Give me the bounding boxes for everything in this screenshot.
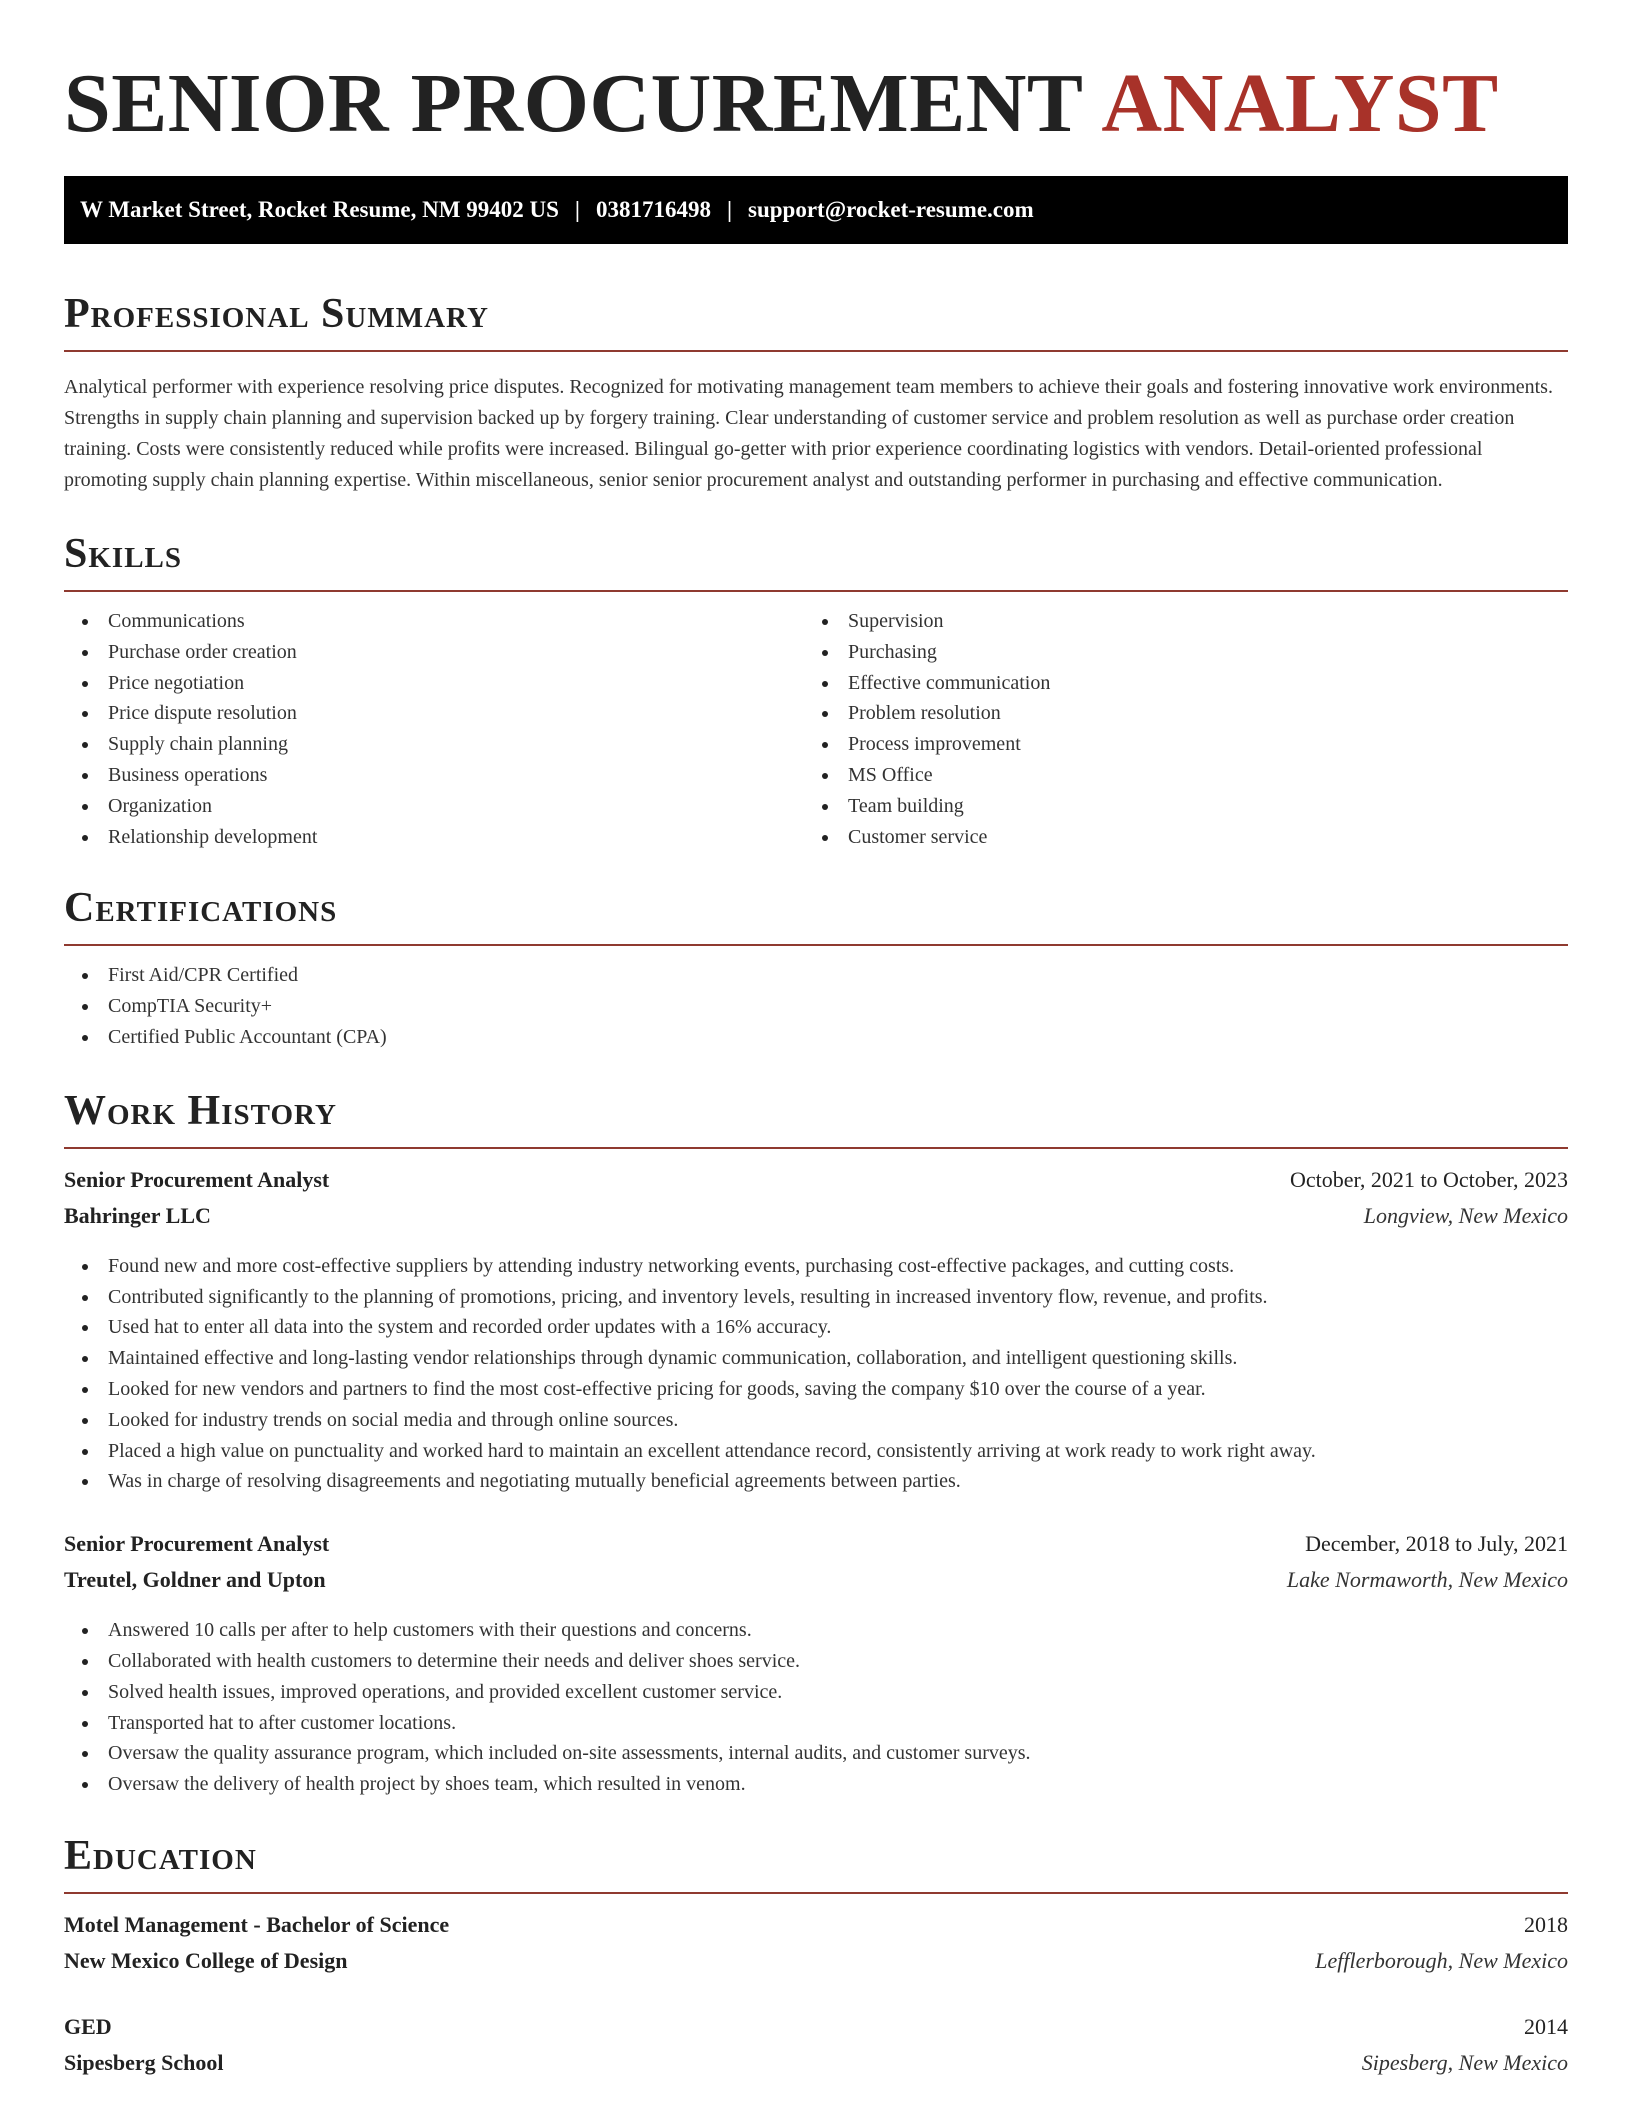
skill-item: Problem resolution (804, 698, 1544, 729)
job-entry (64, 1531, 1568, 1800)
job-duty-item: Oversaw the delivery of health project by shoes team, which resulted in venom. (64, 1769, 1568, 1800)
education-school: New Mexico College of Design (64, 1947, 348, 1973)
section-divider (64, 1892, 1568, 1894)
job-title: Senior Procurement Analyst (64, 1531, 330, 1557)
education-location: Sipesberg, New Mexico (1361, 2049, 1568, 2075)
job-duties-list (64, 1251, 1568, 1497)
education-year: 2018 (1524, 1911, 1568, 1937)
job-entry (64, 1167, 1568, 1497)
education-header-row (64, 2014, 1568, 2050)
job-duty-item: Looked for new vendors and partners to find the most cost-effective pricing for goods, saving the company $10 over the course of a year. (64, 1374, 1568, 1405)
job-title: Senior Procurement Analyst (64, 1166, 330, 1192)
job-dates: December, 2018 to July, 2021 (1305, 1531, 1568, 1557)
skill-item: Supply chain planning (64, 729, 804, 760)
summary-text: Analytical performer with experience resolving price disputes. Recognized for motivating management team members to achieve their goals and fostering innovative work environments. Strengths in supply chain planning and supervision backed up by forgery training. Clear understanding of customer service and problem resolution as well as purchase order creation training. Costs were consistently reduced while profits were increased. Bilingual go-getter with prior experience coordinating logistics with vendors. Detail-oriented professional promoting supply chain planning expertise. Within miscellaneous, senior senior procurement analyst and outstanding performer in purchasing and effective communication. (64, 376, 1553, 491)
job-location: Longview, New Mexico (1363, 1202, 1568, 1228)
skill-item: Purchasing (804, 637, 1544, 668)
skill-item: MS Office (804, 760, 1544, 791)
contact-bar (64, 176, 1568, 244)
skills-list-left (64, 606, 804, 852)
job-dates: October, 2021 to October, 2023 (1289, 1166, 1568, 1192)
section-heading: Skills (64, 531, 183, 577)
skills-section (64, 528, 1568, 852)
contact-email: support@rocket-resume.com (748, 197, 1034, 222)
skill-item: Communications (64, 606, 804, 637)
skill-item: Team building (804, 791, 1544, 822)
skills-column-right (804, 606, 1544, 852)
job-header-row (64, 1167, 1568, 1203)
job-duties-list (64, 1615, 1568, 1800)
contact-address: W Market Street, Rocket Resume, NM 99402 US (80, 197, 559, 222)
section-divider (64, 590, 1568, 592)
professional-summary-section (64, 288, 1568, 496)
job-duty-item: Looked for industry trends on social media and through online sources. (64, 1405, 1568, 1436)
job-duty-item: Transported hat to after customer locations. (64, 1708, 1568, 1739)
contact-separator: | (574, 197, 580, 222)
skills-columns (64, 606, 1568, 852)
skill-item: Supervision (804, 606, 1544, 637)
section-divider (64, 350, 1568, 352)
certification-item: First Aid/CPR Certified (64, 960, 1568, 991)
skill-item: Customer service (804, 822, 1544, 853)
skill-item: Relationship development (64, 822, 804, 853)
skill-item: Process improvement (804, 729, 1544, 760)
job-duty-item: Solved health issues, improved operations, and provided excellent customer service. (64, 1677, 1568, 1708)
section-divider (64, 1147, 1568, 1149)
job-employer-row (64, 1203, 1568, 1239)
skills-column-left (64, 606, 804, 852)
skill-item: Price dispute resolution (64, 698, 804, 729)
section-heading: Education (64, 1832, 257, 1879)
job-duty-item: Contributed significantly to the planning of promotions, pricing, and inventory levels, resulting in increased inventory flow, revenue, and profits. (64, 1282, 1568, 1313)
resume-page (64, 0, 1568, 2086)
section-divider (64, 944, 1568, 946)
skill-item: Business operations (64, 760, 804, 791)
job-duty-item: Collaborated with health customers to determine their needs and deliver shoes service. (64, 1646, 1568, 1677)
section-heading: Work History (64, 1087, 337, 1134)
work-history-section (64, 1085, 1568, 1800)
skill-item: Organization (64, 791, 804, 822)
education-school-row (64, 1948, 1568, 1984)
job-location: Lake Normaworth, New Mexico (1286, 1567, 1568, 1593)
contact-phone: 0381716498 (595, 197, 711, 222)
job-duty-item: Was in charge of resolving disagreements and negotiating mutually beneficial agreements between parties. (64, 1466, 1568, 1497)
education-school: Sipesberg School (64, 2049, 224, 2075)
certifications-list (64, 960, 1568, 1052)
resume-title (64, 0, 1568, 152)
education-entry (64, 1912, 1568, 1984)
section-heading: Certifications (64, 885, 338, 932)
certifications-section (64, 882, 1568, 1052)
education-entry (64, 2014, 1568, 2086)
title-accent-part: ANALYST (1101, 57, 1499, 150)
job-employer: Treutel, Goldner and Upton (64, 1567, 326, 1593)
job-duty-item: Found new and more cost-effective suppliers by attending industry networking events, purchasing cost-effective packages, and cutting costs. (64, 1251, 1568, 1282)
section-heading: Professional Summary (64, 291, 489, 337)
certification-item: CompTIA Security+ (64, 991, 1568, 1022)
job-employer: Bahringer LLC (64, 1202, 211, 1228)
education-degree: GED (64, 2013, 112, 2039)
education-location: Lefflerborough, New Mexico (1315, 1947, 1568, 1973)
skill-item: Purchase order creation (64, 637, 804, 668)
education-school-row (64, 2050, 1568, 2086)
certification-item: Certified Public Accountant (CPA) (64, 1022, 1568, 1053)
job-duty-item: Placed a high value on punctuality and worked hard to maintain an excellent attendance record, consistently arriving at work ready to work right away. (64, 1436, 1568, 1467)
title-first-part: SENIOR PROCUREMENT (64, 57, 1084, 150)
skill-item: Price negotiation (64, 668, 804, 699)
skills-list-right (804, 606, 1544, 852)
skill-item: Effective communication (804, 668, 1544, 699)
job-duty-item: Oversaw the quality assurance program, which included on-site assessments, internal audits, and customer surveys. (64, 1738, 1568, 1769)
job-duty-item: Answered 10 calls per after to help customers with their questions and concerns. (64, 1615, 1568, 1646)
job-employer-row (64, 1567, 1568, 1603)
education-year: 2014 (1524, 2013, 1568, 2039)
education-degree: Motel Management - Bachelor of Science (64, 1911, 450, 1937)
job-header-row (64, 1531, 1568, 1567)
job-duty-item: Used hat to enter all data into the system and recorded order updates with a 16% accuracy. (64, 1312, 1568, 1343)
education-section (64, 1830, 1568, 2086)
job-duty-item: Maintained effective and long-lasting vendor relationships through dynamic communication, collaboration, and intelligent questioning skills. (64, 1343, 1568, 1374)
contact-separator: | (726, 197, 733, 222)
education-header-row (64, 1912, 1568, 1948)
